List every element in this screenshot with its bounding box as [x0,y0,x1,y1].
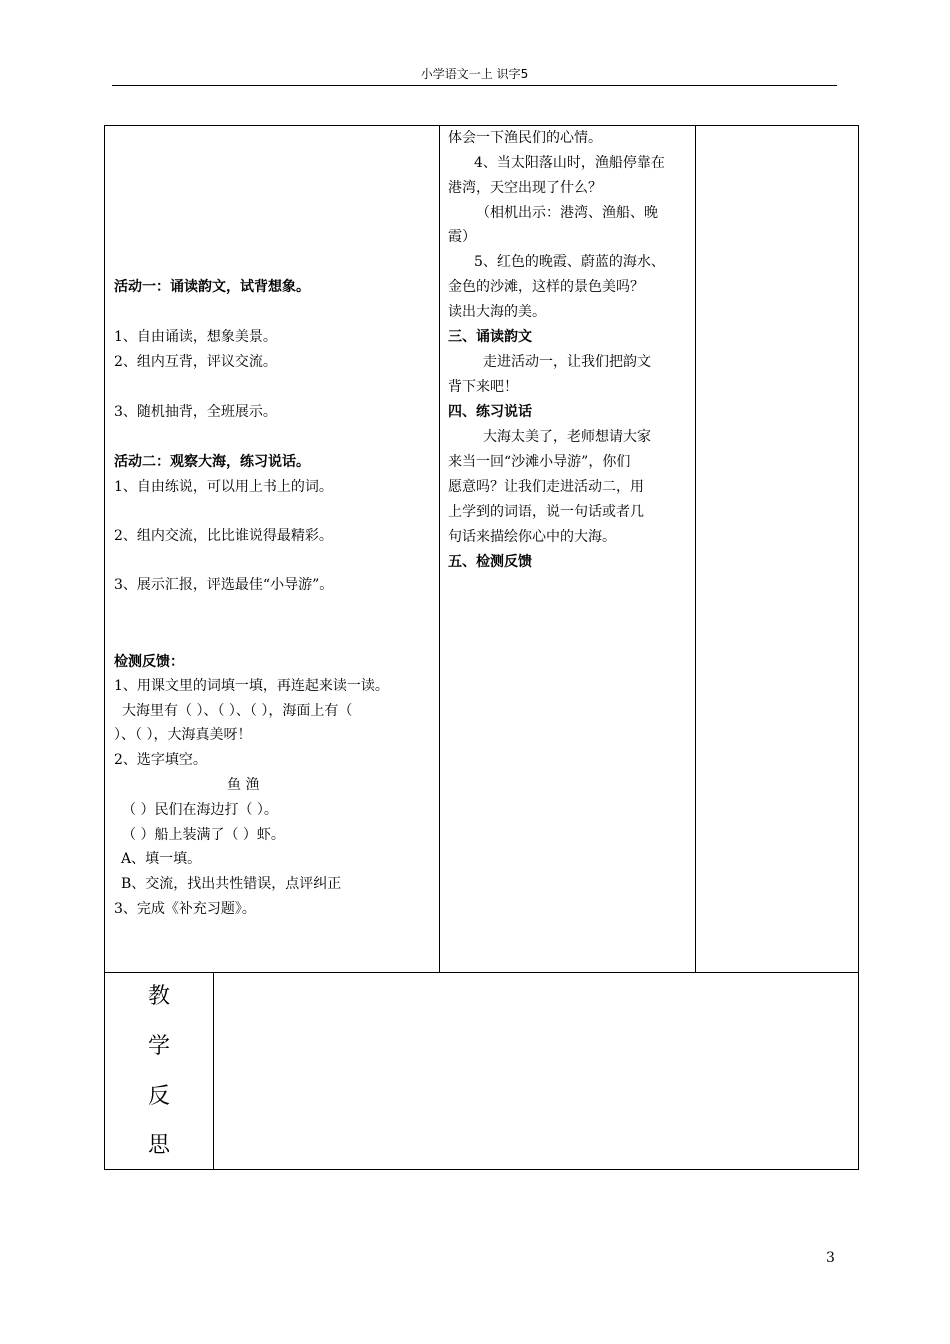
section4-title: 四、练习说话 [448,404,532,420]
feedback-q1-line1: 大海里有（ ）、（ ）、（ ），海面上有（ [122,703,353,719]
text-line: （相机出示：港湾、渔船、晚 [476,205,658,221]
feedback-q1-line2: ）、（ ），大海真美呀！ [114,727,252,743]
activity1-title: 活动一：诵读韵文，试背想象。 [114,279,310,295]
text-line: 愿意吗？让我们走进活动二，用 [448,479,644,495]
feedback-q2-line1: （ ）民们在海边打（ ）。 [122,802,278,818]
activity2-title: 活动二：观察大海，练习说话。 [114,454,310,470]
feedback-q2-line2: （ ）船上装满了（ ）虾。 [122,827,285,843]
feedback-q2-choices: 鱼 渔 [227,777,260,793]
activity1-item: 2、组内互背，评议交流。 [114,354,277,370]
column-divider-1 [439,126,440,972]
text-line: 读出大海的美。 [448,304,546,320]
text-line: 上学到的词语，说一句话或者几 [448,504,644,520]
reflection-char: 反 [147,1084,170,1109]
feedback-q3: 3、完成《补充习题》。 [114,901,256,917]
header-rule [112,85,837,86]
reflection-char: 学 [147,1034,170,1059]
feedback-title: 检测反馈： [114,654,184,670]
text-line: 来当一回“沙滩小导游”，你们 [448,454,631,470]
feedback-step-b: B、交流，找出共性错误，点评纠正 [121,876,342,892]
activity1-item: 3、随机抽背，全班展示。 [114,404,277,420]
text-line: 霞） [448,229,476,245]
feedback-q2: 2、选字填空。 [114,752,207,768]
text-line: 大海太美了，老师想请大家 [483,429,651,445]
text-line: 背下来吧！ [448,379,518,395]
activity2-item: 2、组内交流，比比谁说得最精彩。 [114,528,333,544]
section3-title: 三、诵读韵文 [448,329,532,345]
activity2-item: 3、展示汇报，评选最佳“小导游”。 [114,577,334,593]
reflection-content-area [214,973,858,1169]
lesson-table [104,125,859,1170]
reflection-char: 思 [147,1133,170,1158]
page-header: 小学语文一上 识字5 [420,67,529,81]
feedback-q1: 1、用课文里的词填一填，再连起来读一读。 [114,678,389,694]
section5-title: 五、检测反馈 [448,554,532,570]
text-line: 走进活动一，让我们把韵文 [483,354,651,370]
column-divider-2 [695,126,696,972]
text-line: 4、当太阳落山时，渔船停靠在 [474,155,665,171]
feedback-step-a: A、填一填。 [121,851,202,867]
page-number: 3 [826,1250,835,1266]
text-line: 5、红色的晚霞、蔚蓝的海水、 [474,254,665,270]
text-line: 港湾，天空出现了什么？ [448,180,602,196]
text-line: 体会一下渔民们的心情。 [448,130,602,146]
text-line: 句话来描绘你心中的大海。 [448,529,616,545]
activity1-item: 1、自由诵读，想象美景。 [114,329,277,345]
reflection-char: 教 [147,984,170,1009]
activity2-item: 1、自由练说，可以用上书上的词。 [114,479,333,495]
text-line: 金色的沙滩，这样的景色美吗？ [448,279,644,295]
